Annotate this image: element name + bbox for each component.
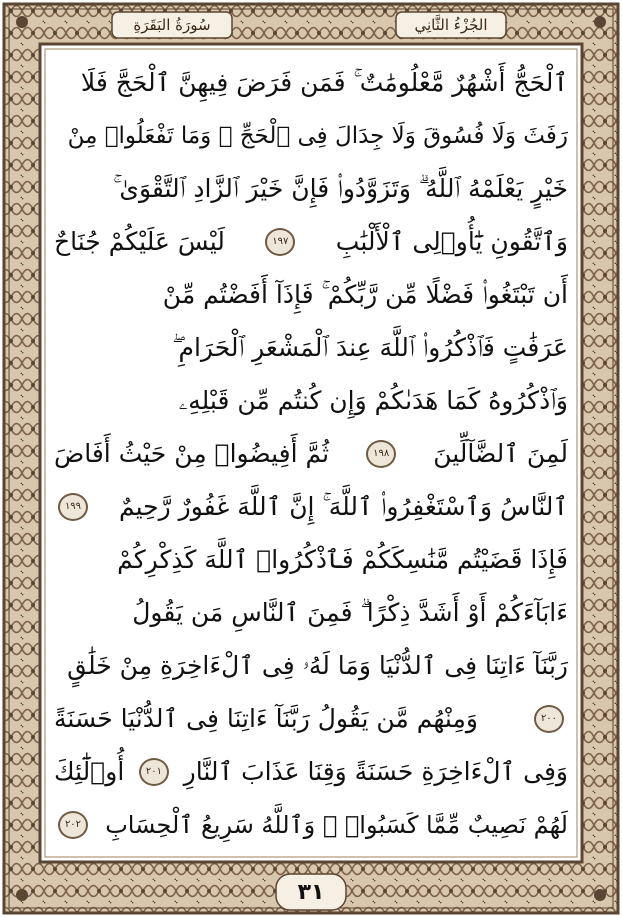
surah-title: سُورَةُ البَقَرَةِ [133, 16, 211, 34]
text-line [54, 798, 568, 851]
verse-text: عَرَفَٰتٍ فَٱذْكُرُوا۟ ٱللَّهَ عِندَ ٱلْمَشْعَرِ ٱلْحَرَامِ ۖ [172, 332, 568, 362]
verse-text: أُو۟لَٰٓئِكَ [54, 757, 125, 786]
ayah-number-marker: ٢٠٢ [58, 811, 88, 839]
ayah-number-marker: ١٩٩ [58, 493, 88, 521]
text-line [54, 692, 568, 745]
quran-text-block [54, 56, 568, 851]
text-line [54, 321, 568, 374]
verse-text: خَيْرٍ يَعْلَمْهُ ٱللَّهُ ۗ وَتَزَوَّدُوا۟ فَإِنَّ خَيْرَ ٱلزَّادِ ٱلتَّقْوَىٰ ۚ [113, 173, 568, 203]
ayah-number-marker: ١٩٧ [265, 228, 295, 256]
verse-text: ءَابَآءَكُمْ أَوْ أَشَدَّ ذِكْرًا ۗ فَمِنَ ٱلنَّاسِ مَن يَقُولُ [132, 597, 568, 627]
verse-text: وَٱذْكُرُوهُ كَمَا هَدَىٰكُمْ وَإِن كُنتُم مِّن قَبْلِهِۦ [178, 385, 568, 415]
verse-text: أَن تَبْتَغُوا۟ فَضْلًا مِّن رَّبِّكُمْ ۚ فَإِذَآ أَفَضْتُم مِّنْ [162, 279, 568, 309]
text-line [54, 374, 568, 427]
text-line [54, 109, 568, 162]
verse-text: وَمِنْهُم مَّن يَقُولُ رَبَّنَآ ءَاتِنَا فِى ٱلدُّنْيَا حَسَنَةً [54, 704, 478, 733]
verse-text: ٱلْحَجُّ أَشْهُرٌ مَّعْلُومَٰتٌ ۚ فَمَن فَرَضَ فِيهِنَّ ٱلْحَجَّ فَلَا [80, 67, 568, 97]
verse-text: لَيْسَ عَلَيْكُمْ جُنَاحٌ [54, 227, 225, 256]
verse-text: ٱلنَّاسُ وَٱسْتَغْفِرُوا۟ ٱللَّهَ ۚ إِنَّ ٱللَّهَ غَفُورٌ رَّحِيمٌ [119, 491, 568, 521]
verse-text: لَهُمْ نَصِيبٌ مِّمَّا كَسَبُوا۟ ۚ وَٱللَّهُ سَرِيعُ ٱلْحِسَابِ [105, 810, 568, 839]
juz-title: الجُزْءُ الثَّانِي [414, 16, 488, 34]
verse-text: فَإِذَا قَضَيْتُم مَّنَٰسِكَكُمْ فَٱذْكُرُوا۟ ٱللَّهَ كَذِكْرِكُمْ [117, 545, 568, 574]
text-line [54, 427, 568, 480]
text-line [54, 480, 568, 533]
text-line [54, 639, 568, 692]
verse-text: لَمِنَ ٱلضَّآلِّينَ [433, 439, 568, 468]
text-line [54, 533, 568, 586]
verse-text: وَٱتَّقُونِ يَٰٓأُو۟لِى ٱلْأَلْبَٰبِ [335, 227, 568, 256]
text-line [54, 215, 568, 268]
verse-text: وَفِى ٱلْءَاخِرَةِ حَسَنَةً وَقِنَا عَذَابَ ٱلنَّارِ [183, 757, 568, 786]
verse-text: ثُمَّ أَفِيضُوا۟ مِنْ حَيْثُ أَفَاضَ [54, 439, 330, 468]
text-line [54, 268, 568, 321]
text-line [54, 745, 568, 798]
verse-text: رَبَّنَآ ءَاتِنَا فِى ٱلدُّنْيَا وَمَا لَهُۥ فِى ٱلْءَاخِرَةِ مِنْ خَلَٰقٍ [67, 650, 568, 680]
text-line [54, 56, 568, 109]
page-number: ٣١ [297, 879, 325, 905]
ayah-number-marker: ١٩٨ [366, 440, 396, 468]
verse-text: رَفَثَ وَلَا فُسُوقَ وَلَا جِدَالَ فِى ٱلْحَجِّ ۗ وَمَا تَفْعَلُوا۟ مِنْ [67, 122, 568, 149]
text-line [54, 586, 568, 639]
ayah-number-marker: ٢٠١ [139, 758, 169, 786]
ayah-number-marker: ٢٠٠ [534, 705, 564, 733]
text-line [54, 162, 568, 215]
